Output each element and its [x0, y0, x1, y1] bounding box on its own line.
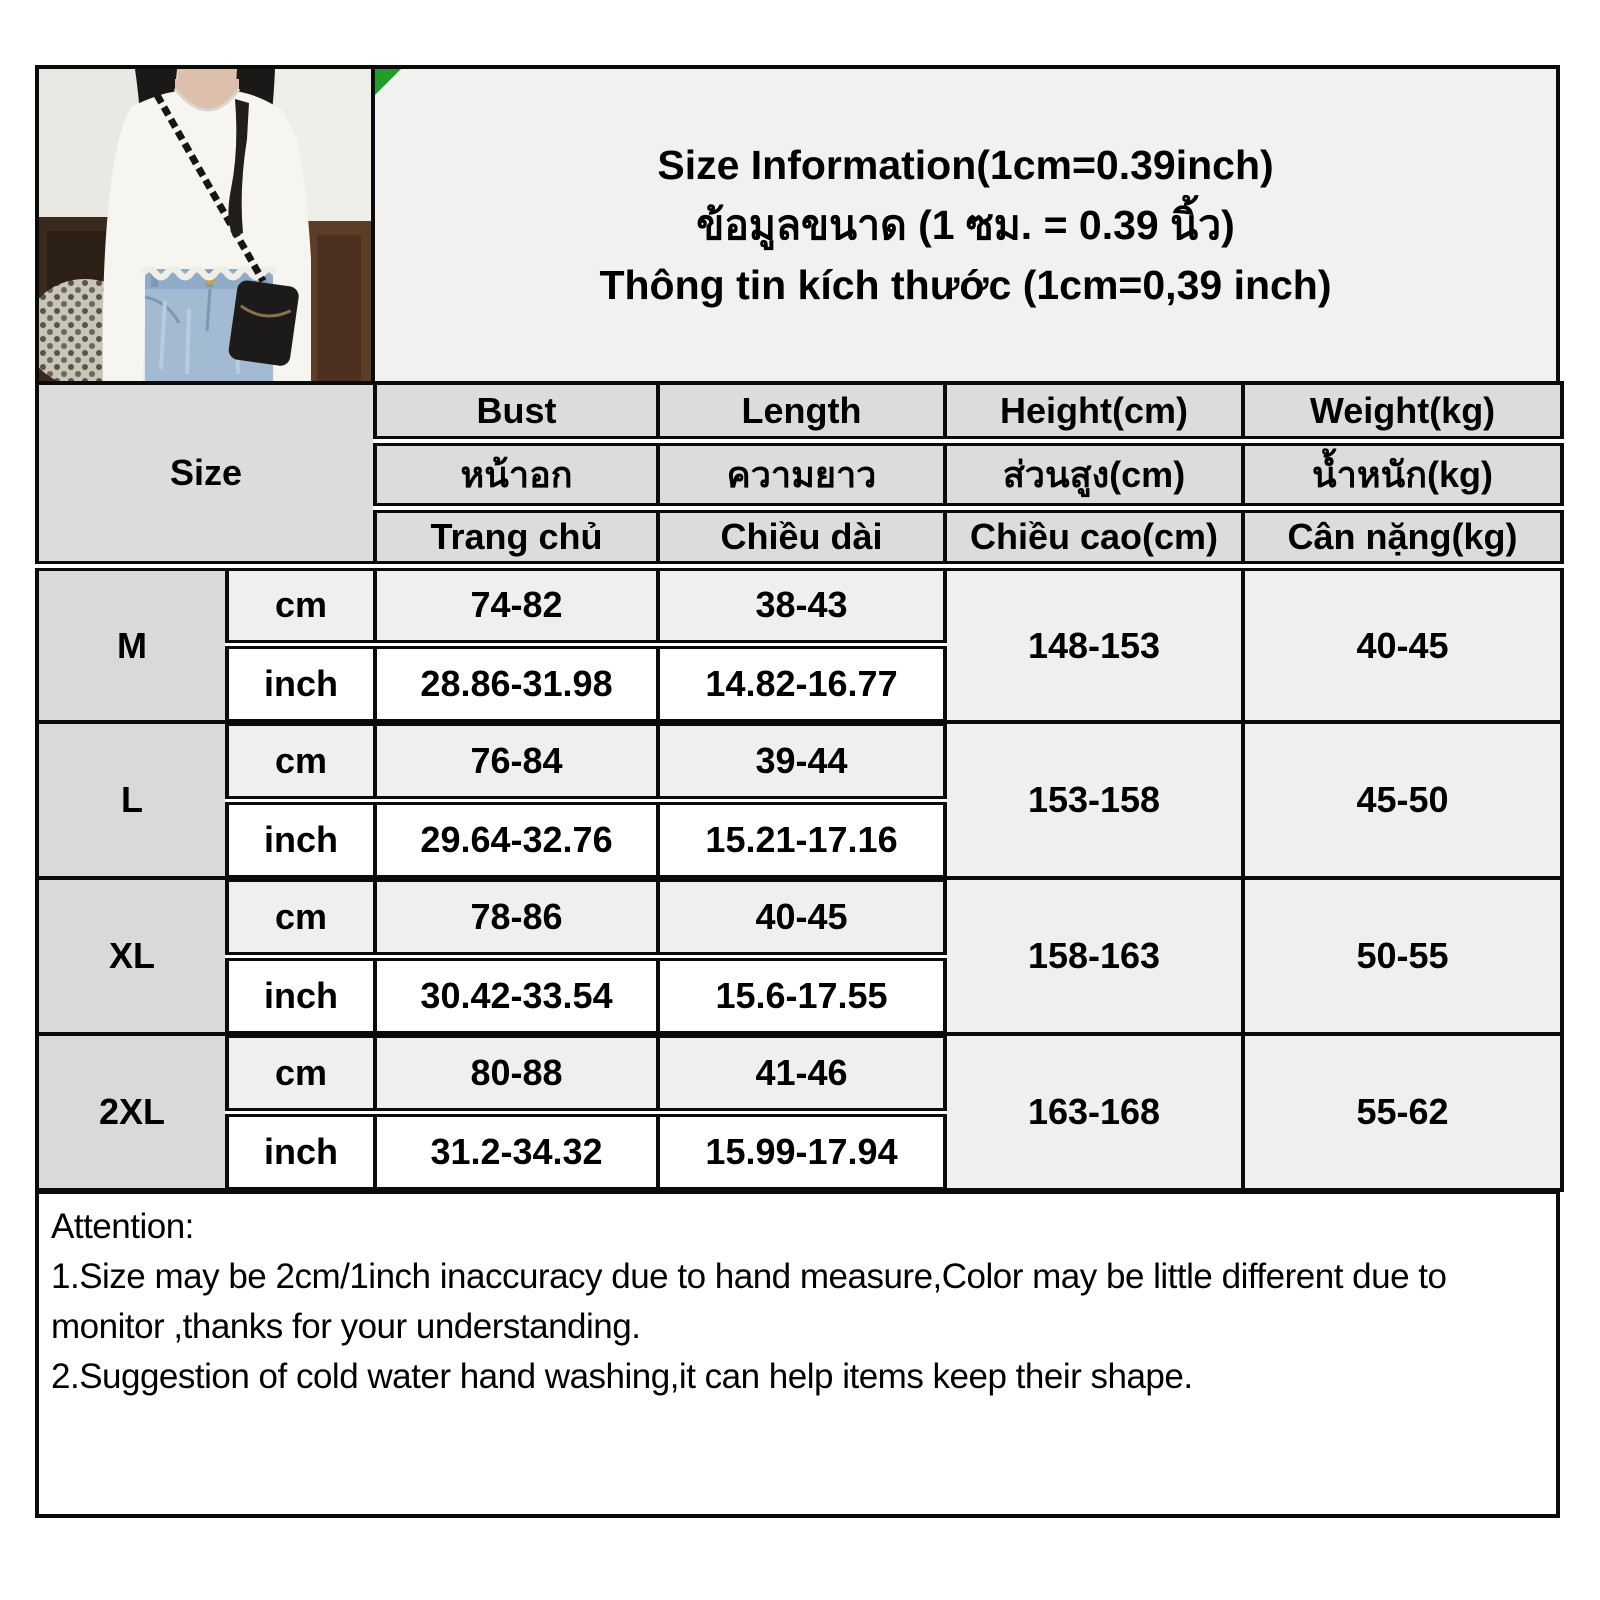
weight-value: 50-55	[1243, 878, 1562, 1034]
title-vietnamese: Thông tin kích thước (1cm=0,39 inch)	[599, 262, 1332, 308]
header-length-vi: Chiều dài	[658, 508, 945, 566]
table-row-2xl-cm	[37, 1034, 1562, 1112]
table-row-l-cm	[37, 722, 1562, 800]
header-bust-en: Bust	[375, 383, 658, 441]
size-label: M	[37, 566, 227, 722]
size-table	[35, 381, 1564, 1194]
table-row-m-cm	[37, 566, 1562, 644]
header-bust-vi: Trang chủ	[375, 508, 658, 566]
unit-inch-label: inch	[227, 956, 375, 1034]
green-corner-triangle-icon	[375, 69, 401, 95]
header-bust-th: หน้าอก	[375, 441, 658, 508]
height-value: 148-153	[945, 566, 1243, 722]
height-value: 163-168	[945, 1034, 1243, 1190]
bust-inch-value: 31.2-34.32	[375, 1112, 658, 1190]
size-label: XL	[37, 878, 227, 1034]
length-cm-value: 38-43	[658, 566, 945, 644]
bust-cm-value: 78-86	[375, 878, 658, 956]
bust-inch-value: 29.64-32.76	[375, 800, 658, 878]
header-weight-en: Weight(kg)	[1243, 383, 1562, 441]
header-length-th: ความยาว	[658, 441, 945, 508]
height-value: 153-158	[945, 722, 1243, 878]
unit-cm-label: cm	[227, 1034, 375, 1112]
product-photo	[35, 65, 375, 385]
length-inch-value: 15.21-17.16	[658, 800, 945, 878]
header-height-vi: Chiều cao(cm)	[945, 508, 1243, 566]
weight-value: 45-50	[1243, 722, 1562, 878]
unit-inch-label: inch	[227, 644, 375, 722]
title-english: Size Information(1cm=0.39inch)	[657, 142, 1274, 188]
attention-heading: Attention:	[51, 1206, 194, 1246]
table-row-xl-cm	[37, 878, 1562, 956]
size-column-header: Size	[37, 383, 375, 566]
length-inch-value: 14.82-16.77	[658, 644, 945, 722]
weight-value: 55-62	[1243, 1034, 1562, 1190]
header-weight-th: น้ำหนัก(kg)	[1243, 441, 1562, 508]
header-height-en: Height(cm)	[945, 383, 1243, 441]
attention-note-2: 2.Suggestion of cold water hand washing,it can help items keep their shape.	[51, 1356, 1193, 1396]
length-inch-value: 15.6-17.55	[658, 956, 945, 1034]
length-inch-value: 15.99-17.94	[658, 1112, 945, 1190]
header-height-th: ส่วนสูง(cm)	[945, 441, 1243, 508]
size-label: L	[37, 722, 227, 878]
unit-cm-label: cm	[227, 722, 375, 800]
attention-box	[35, 1190, 1560, 1518]
weight-value: 40-45	[1243, 566, 1562, 722]
title-thai: ข้อมูลขนาด (1 ซม. = 0.39 นิ้ว)	[696, 202, 1235, 248]
unit-cm-label: cm	[227, 566, 375, 644]
length-cm-value: 39-44	[658, 722, 945, 800]
size-label: 2XL	[37, 1034, 227, 1190]
header-length-en: Length	[658, 383, 945, 441]
unit-inch-label: inch	[227, 800, 375, 878]
bust-inch-value: 28.86-31.98	[375, 644, 658, 722]
header-weight-vi: Cân nặng(kg)	[1243, 508, 1562, 566]
attention-note-1: 1.Size may be 2cm/1inch inaccuracy due to hand measure,Color may be little different due to monitor ,thanks for your understanding.	[51, 1256, 1447, 1346]
length-cm-value: 40-45	[658, 878, 945, 956]
bust-cm-value: 76-84	[375, 722, 658, 800]
size-chart-page	[35, 65, 1560, 1518]
header-row-english	[37, 383, 1562, 441]
bust-cm-value: 80-88	[375, 1034, 658, 1112]
bust-inch-value: 30.42-33.54	[375, 956, 658, 1034]
length-cm-value: 41-46	[658, 1034, 945, 1112]
top-section	[35, 65, 1560, 385]
product-photo-illustration	[39, 69, 371, 381]
unit-inch-label: inch	[227, 1112, 375, 1190]
title-box	[371, 65, 1560, 385]
height-value: 158-163	[945, 878, 1243, 1034]
bust-cm-value: 74-82	[375, 566, 658, 644]
unit-cm-label: cm	[227, 878, 375, 956]
